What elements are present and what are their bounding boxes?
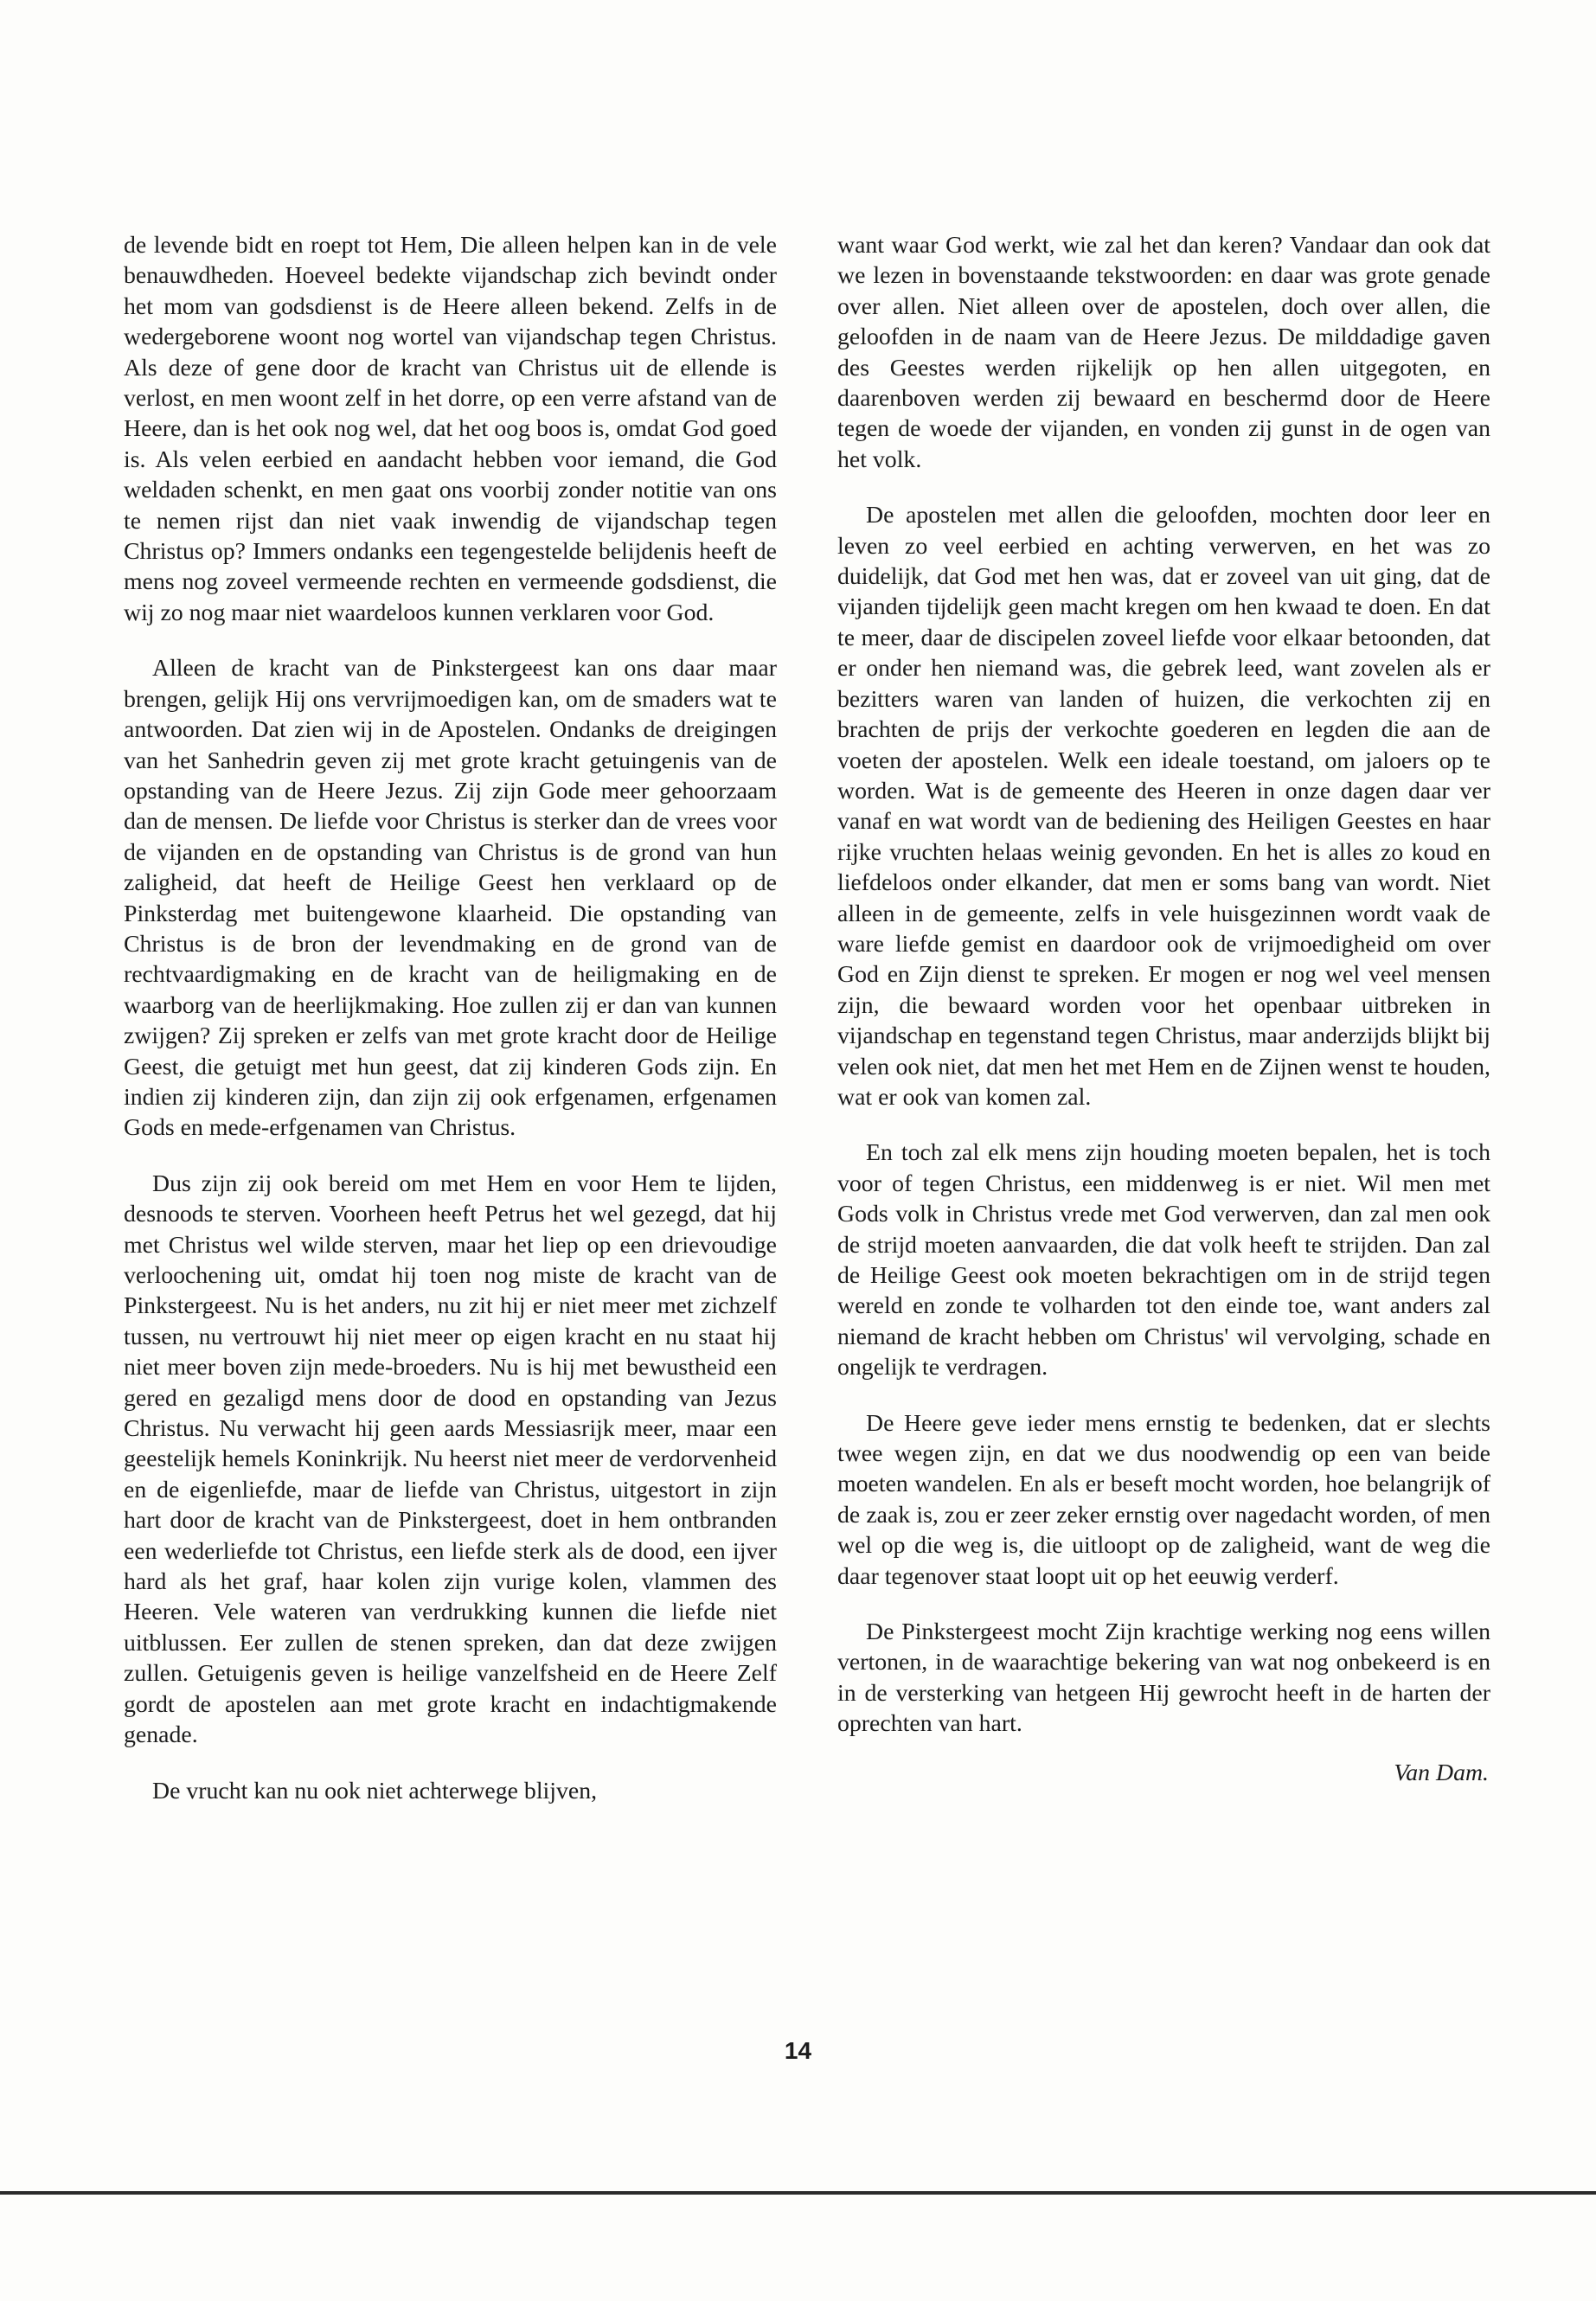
bottom-rule-divider <box>0 2191 1596 2195</box>
left-paragraph-4: De vrucht kan nu ook niet achterwege blijven, <box>152 1777 598 1804</box>
left-paragraph-1: de levende bidt en roept tot Hem, Die alleen helpen kan in de vele benauwdheden. Hoeveel bedekte vijandschap zich bevindt onder het mom van godsdienst is de Heere alleen bekend. Zelfs in de wedergeborene woont nog wortel van vijandschap tegen Christus. Als deze of gene door de kracht van Christus uit de ellende is verlost, en men woont zelf in het dorre, op een verre afstand van de Heere, dan is het ook nog wel, dat het oog boos is, omdat God goed is. Als velen eerbied en aandacht hebben voor iemand, die God weldaden schenkt, en men gaat ons voorbij zonder notitie van ons te nemen rijst dan niet vaak inwendig de vijandschap tegen Christus op? Immers ondanks een tegengestelde belijdenis heeft de mens nog zoveel vermeende rechten en vermeende godsdienst, die wij zo nog maar niet waardeloos kunnen verklaren voor God. <box>124 232 777 626</box>
right-paragraph-4: De Heere geve ieder mens ernstig te bedenken, dat er slechts twee wegen zijn, en dat we dus noodwendig op een van beide moeten wandelen. En als er beseft mocht worden, hoe belangrijk of de zaak is, zou er zeer zeker ernstig over nagedacht worden, of men wel op die weg is, die uitloopt op de zaligheid, want de weg die daar tegenover staat loopt uit op het eeuwig verderf. <box>837 1409 1490 1590</box>
author-signature: Van Dam. <box>1394 1759 1489 1786</box>
right-text-column <box>837 230 1490 1812</box>
page-number: 14 <box>784 2037 812 2064</box>
left-paragraph-3: Dus zijn zij ook bereid om met Hem en voor Hem te lijden, desnoods te sterven. Voorheen heeft Petrus het wel gezegd, dat hij met Christus wel wilde sterven, maar het liep op een drievoudige verloochening uit, omdat hij toen nog miste de kracht van de Pinkstergeest. Nu is het anders, nu zit hij er niet meer met zichzelf tussen, nu vertrouwt hij niet meer op eigen kracht en nu staat hij niet meer boven zijn mede-broeders. Nu is hij met bewustheid een gered en gezaligd mens door de dood en opstanding van Jezus Christus. Nu verwacht hij geen aards Messiasrijk meer, maar een geestelijk hemels Koninkrijk. Nu heerst niet meer de verdorvenheid en de eigenliefde, maar de liefde van Christus, uitgestort in zijn hart door de kracht van de Pinkstergeest, doet in hem ontbranden een wederliefde tot Christus, een liefde sterk als de dood, een ijver hard als het graf, haar kolen zijn vurige kolen, vlammen des Heeren. Vele wateren van verdrukking kunnen die liefde niet uitblussen. Eer zullen de stenen spreken, dan dat deze zwijgen zullen. Getuigenis geven is heilige vanzelfsheid en de Heere Zelf gordt de apostelen aan met grote kracht en indachtigmakende genade. <box>124 1170 777 1749</box>
right-paragraph-2: De apostelen met allen die geloofden, mochten door leer en leven zo veel eerbied en achting verwerven, en het was zo duidelijk, dat God met hen was, dat er zoveel van uit ging, dat de vijanden tijdelijk geen macht kregen om hen kwaad te doen. En dat te meer, daar de discipelen zoveel liefde voor elkaar betoonden, dat er onder hen niemand was, die gebrek leed, want zovelen als er bezitters waren van landen of huizen, die verkochten zij en brachten de prijs der verkochte goederen en legden die aan de voeten der apostelen. Welk een ideale toestand, om jaloers op te worden. Wat is de gemeente des Heeren in onze dagen daar ver vanaf en wat wordt van de bediening des Heiligen Geestes en haar rijke vruchten helaas weinig gevonden. En het is alles zo koud en liefdeloos onder elkander, dat men er soms bang van wordt. Niet alleen in de gemeente, zelfs in vele huisgezinnen wordt vaak de ware liefde gemist en daardoor ook de vrijmoedigheid om over God en Zijn dienst te spreken. Er mogen er nog wel veel mensen zijn, die bewaard worden voor het openbaar uitbreken in vijandschap en tegenstand tegen Christus, maar anderzijds blijkt bij velen ook niet, dat men het met Hem en de Zijnen wenst te houden, wat er ook van komen zal. <box>837 502 1490 1111</box>
left-text-column <box>124 230 777 1831</box>
left-paragraph-2: Alleen de kracht van de Pinkstergeest kan ons daar maar brengen, gelijk Hij ons vervrijmoedigen kan, om de smaders wat te antwoorden. Dat zien wij in de Apostelen. Ondanks de dreigingen van het Sanhedrin geven zij met grote kracht getuingenis van de opstanding van de Heere Jezus. Zij zijn Gode meer gehoorzaam dan de mensen. De liefde voor Christus is sterker dan de vrees voor de vijanden en de opstanding van Christus is de grond van hun zaligheid, dat heeft de Heilige Geest hen verklaard op de Pinksterdag met buitengewone klaarheid. Die opstanding van Christus is de bron der levendmaking en de grond van de rechtvaardigmaking en de kracht van de heiligmaking en de waarborg van de heerlijkmaking. Hoe zullen zij er dan van kunnen zwijgen? Zij spreken er zelfs van met grote kracht door de Heilige Geest, die getuigt met hun geest, dat zij kinderen Gods zijn. En indien zij kinderen zijn, dan zijn zij ook erfgenamen, erfgenamen Gods en mede-erfgenamen van Christus. <box>124 655 777 1142</box>
right-paragraph-3: En toch zal elk mens zijn houding moeten bepalen, het is toch voor of tegen Christus, een middenweg is er niet. Wil men met Gods volk in Christus vrede met God verwerven, dan zal men ook de strijd moeten aanvaarden, die dat volk heeft te strijden. Dan zal de Heilige Geest ook moeten bekrachtigen om in de strijd tegen wereld en zonde te volharden tot den einde toe, want anders zal niemand de kracht hebben om Christus' wil vervolging, schade en ongelijk te verdragen. <box>837 1139 1490 1381</box>
right-paragraph-5: De Pinkstergeest mocht Zijn krachtige werking nog eens willen vertonen, in de waarachtige bekering van wat nog onbekeerd is en in de versterking van hetgeen Hij gewrocht heeft in de harten der oprechten van hart. <box>837 1618 1490 1738</box>
right-paragraph-1: want waar God werkt, wie zal het dan keren? Vandaar dan ook dat we lezen in bovenstaande tekstwoorden: en daar was grote genade over allen. Niet alleen over de apostelen, doch over allen, die geloofden in de naam van de Heere Jezus. De milddadige gaven des Geestes werden rijkelijk op hen allen uitgegoten, en daarenboven werden zij bewaard en beschermd door de Heere tegen de woede der vijanden, en vonden zij gunst in de ogen van het volk. <box>837 232 1490 473</box>
